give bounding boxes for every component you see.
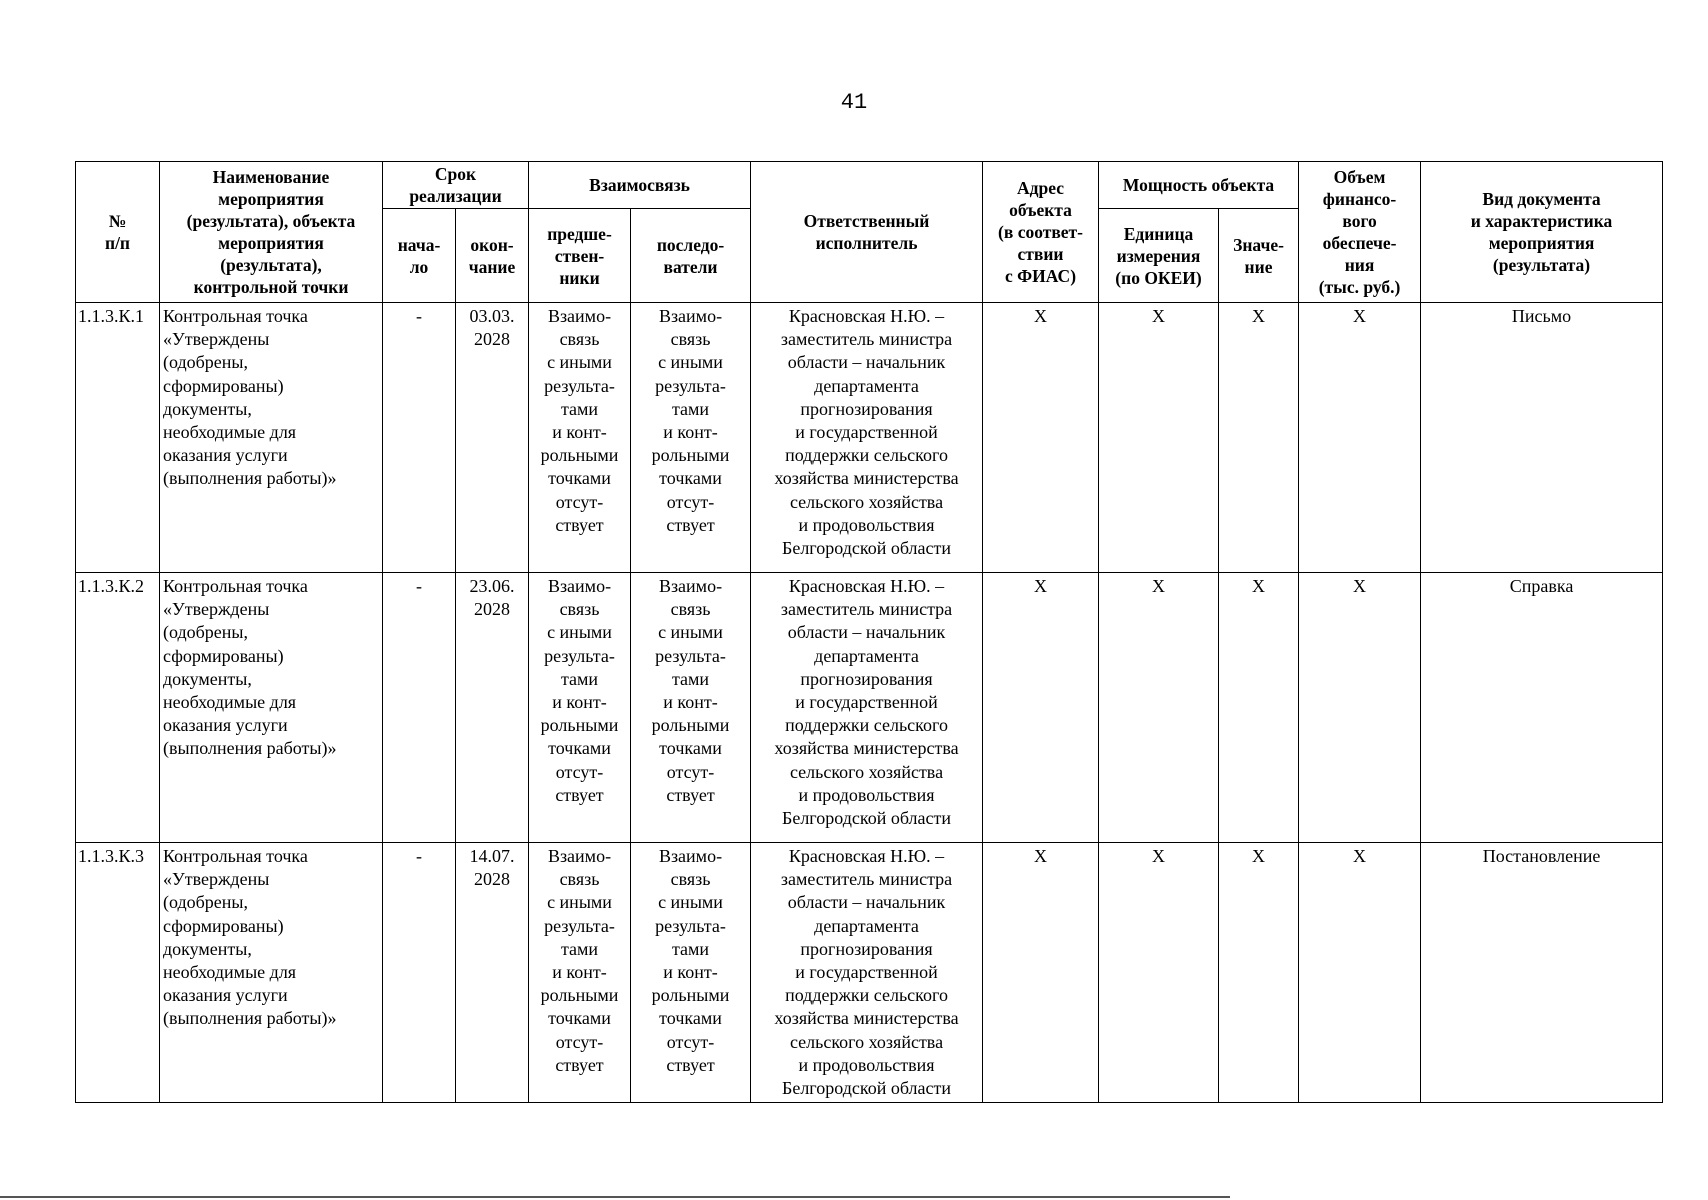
row-value: X	[1219, 303, 1299, 573]
row-funding: X	[1299, 303, 1421, 573]
row-value: X	[1219, 843, 1299, 1103]
row-doc-type: Письмо	[1421, 303, 1663, 573]
row-num: 1.1.3.К.1	[76, 303, 160, 573]
row-name: Контрольная точка «Утверждены (одобрены, сформированы) документы, необходимые для оказания услуги (выполнения работы)»	[160, 303, 383, 573]
header-term: Срок реализации	[383, 162, 529, 209]
row-address: X	[983, 843, 1099, 1103]
header-executor: Ответственный исполнитель	[751, 162, 983, 303]
header-funding: Объем финансо- вого обеспече- ния (тыс. руб.)	[1299, 162, 1421, 303]
row-funding: X	[1299, 573, 1421, 843]
row-start: -	[383, 573, 456, 843]
bottom-rule	[0, 1196, 1230, 1198]
header-relation: Взаимосвязь	[529, 162, 751, 209]
row-address: X	[983, 303, 1099, 573]
header-term-end: окон- чание	[456, 209, 529, 303]
row-funding: X	[1299, 843, 1421, 1103]
row-end: 23.06. 2028	[456, 573, 529, 843]
row-unit: X	[1099, 303, 1219, 573]
row-predecessors: Взаимо- связь с иными результа- тами и конт- рольными точками отсут- ствует	[529, 843, 631, 1103]
header-address: Адрес объекта (в соответ- ствии с ФИАС)	[983, 162, 1099, 303]
header-doc-type: Вид документа и характеристика мероприятия (результата)	[1421, 162, 1663, 303]
header-predecessors: предше- ствен- ники	[529, 209, 631, 303]
header-capacity: Мощность объекта	[1099, 162, 1299, 209]
page-number: 41	[840, 90, 868, 115]
row-name: Контрольная точка «Утверждены (одобрены, сформированы) документы, необходимые для оказания услуги (выполнения работы)»	[160, 573, 383, 843]
header-unit: Единица измерения (по ОКЕИ)	[1099, 209, 1219, 303]
row-start: -	[383, 843, 456, 1103]
row-name: Контрольная точка «Утверждены (одобрены, сформированы) документы, необходимые для оказания услуги (выполнения работы)»	[160, 843, 383, 1103]
row-value: X	[1219, 573, 1299, 843]
row-successors: Взаимо- связь с иными результа- тами и конт- рольными точками отсут- ствует	[631, 843, 751, 1103]
table-row	[76, 573, 1663, 843]
header-value: Значе- ние	[1219, 209, 1299, 303]
row-predecessors: Взаимо- связь с иными результа- тами и конт- рольными точками отсут- ствует	[529, 573, 631, 843]
table-row	[76, 303, 1663, 573]
row-end: 14.07. 2028	[456, 843, 529, 1103]
row-unit: X	[1099, 573, 1219, 843]
row-doc-type: Постановление	[1421, 843, 1663, 1103]
header-successors: последо- ватели	[631, 209, 751, 303]
row-successors: Взаимо- связь с иными результа- тами и конт- рольными точками отсут- ствует	[631, 573, 751, 843]
table-row	[76, 843, 1663, 1103]
table-header	[76, 162, 1663, 303]
row-successors: Взаимо- связь с иными результа- тами и конт- рольными точками отсут- ствует	[631, 303, 751, 573]
row-num: 1.1.3.К.2	[76, 573, 160, 843]
row-unit: X	[1099, 843, 1219, 1103]
row-predecessors: Взаимо- связь с иными результа- тами и конт- рольными точками отсут- ствует	[529, 303, 631, 573]
header-num: № п/п	[76, 162, 160, 303]
plan-table	[75, 161, 1663, 1103]
row-end: 03.03. 2028	[456, 303, 529, 573]
row-executor: Красновская Н.Ю. – заместитель министра области – начальник департамента прогнозирования и государственной поддержки сельского хозяйства министерства сельского хозяйства и продовольствия Белгородской области	[751, 573, 983, 843]
header-term-start: нача- ло	[383, 209, 456, 303]
row-executor: Красновская Н.Ю. – заместитель министра области – начальник департамента прогнозирования и государственной поддержки сельского хозяйства министерства сельского хозяйства и продовольствия Белгородской области	[751, 303, 983, 573]
row-start: -	[383, 303, 456, 573]
row-executor: Красновская Н.Ю. – заместитель министра области – начальник департамента прогнозирования и государственной поддержки сельского хозяйства министерства сельского хозяйства и продовольствия Белгородской области	[751, 843, 983, 1103]
table-body	[76, 303, 1663, 1103]
row-doc-type: Справка	[1421, 573, 1663, 843]
row-num: 1.1.3.К.3	[76, 843, 160, 1103]
header-name: Наименование мероприятия (результата), объекта мероприятия (результата), контрольной точки	[160, 162, 383, 303]
row-address: X	[983, 573, 1099, 843]
